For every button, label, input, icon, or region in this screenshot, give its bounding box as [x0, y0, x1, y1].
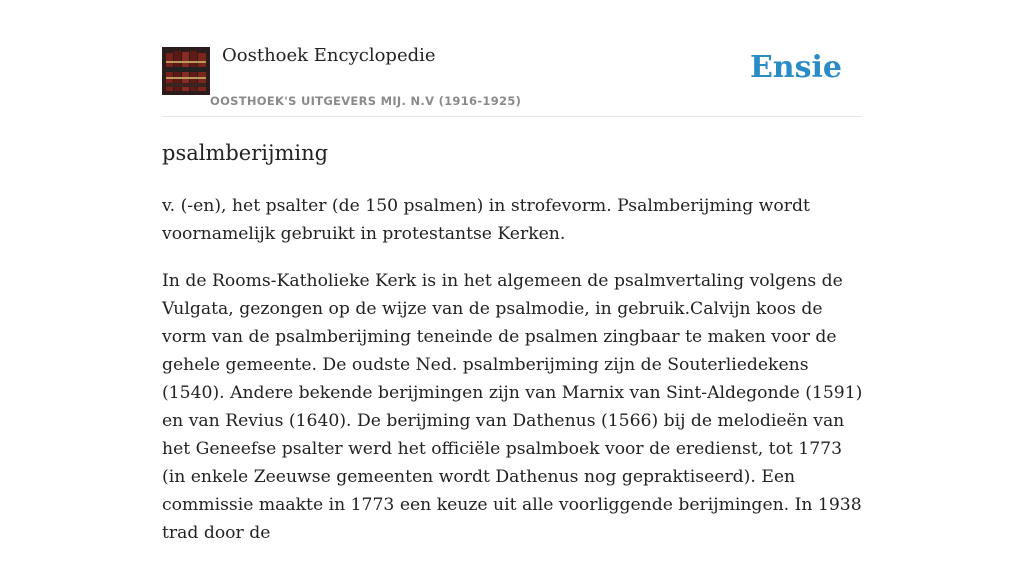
source-title[interactable]: Oosthoek Encyclopedie	[222, 45, 436, 66]
encyclopedia-books-icon[interactable]	[162, 47, 210, 95]
entry-paragraph: v. (-en), het psalter (de 150 psalmen) in strofevorm. Psalmberijming wordt voornamelijk gebruikt in protestantse Kerken.	[162, 196, 810, 244]
source-subtitle: OOSTHOEK'S UITGEVERS MIJ. N.V (1916-1925)	[210, 94, 522, 108]
source-header	[162, 0, 862, 117]
entry-paragraph: In de Rooms-Katholieke Kerk is in het algemeen de psalmvertaling volgens de Vulgata, gezongen op de wijze van de psalmodie, in gebruik.Calvijn koos de vorm van de psalmberijming teneinde de psalmen zingbaar te maken voor de gehele gemeente. De oudste Ned. psalmberijming zijn de Souterliedekens (1540). Andere bekende berijmingen zijn van Marnix van Sint-Aldegonde (1591) en van Revius (1640). De berijming van Dathenus (1566) bij de melodieën van het Geneefse psalter werd het officiële psalmboek voor de eredienst, tot 1773 (in enkele Zeeuwse gemeenten wordt Dathenus nog gepraktiseerd). Een commissie maakte in 1773 een keuze uit alle voorliggende berijmingen. In 1938 trad door de	[162, 271, 863, 543]
entry-title: psalmberijming	[162, 141, 329, 165]
entry-content	[162, 192, 867, 566]
brand-logo[interactable]: Ensie	[749, 50, 842, 85]
